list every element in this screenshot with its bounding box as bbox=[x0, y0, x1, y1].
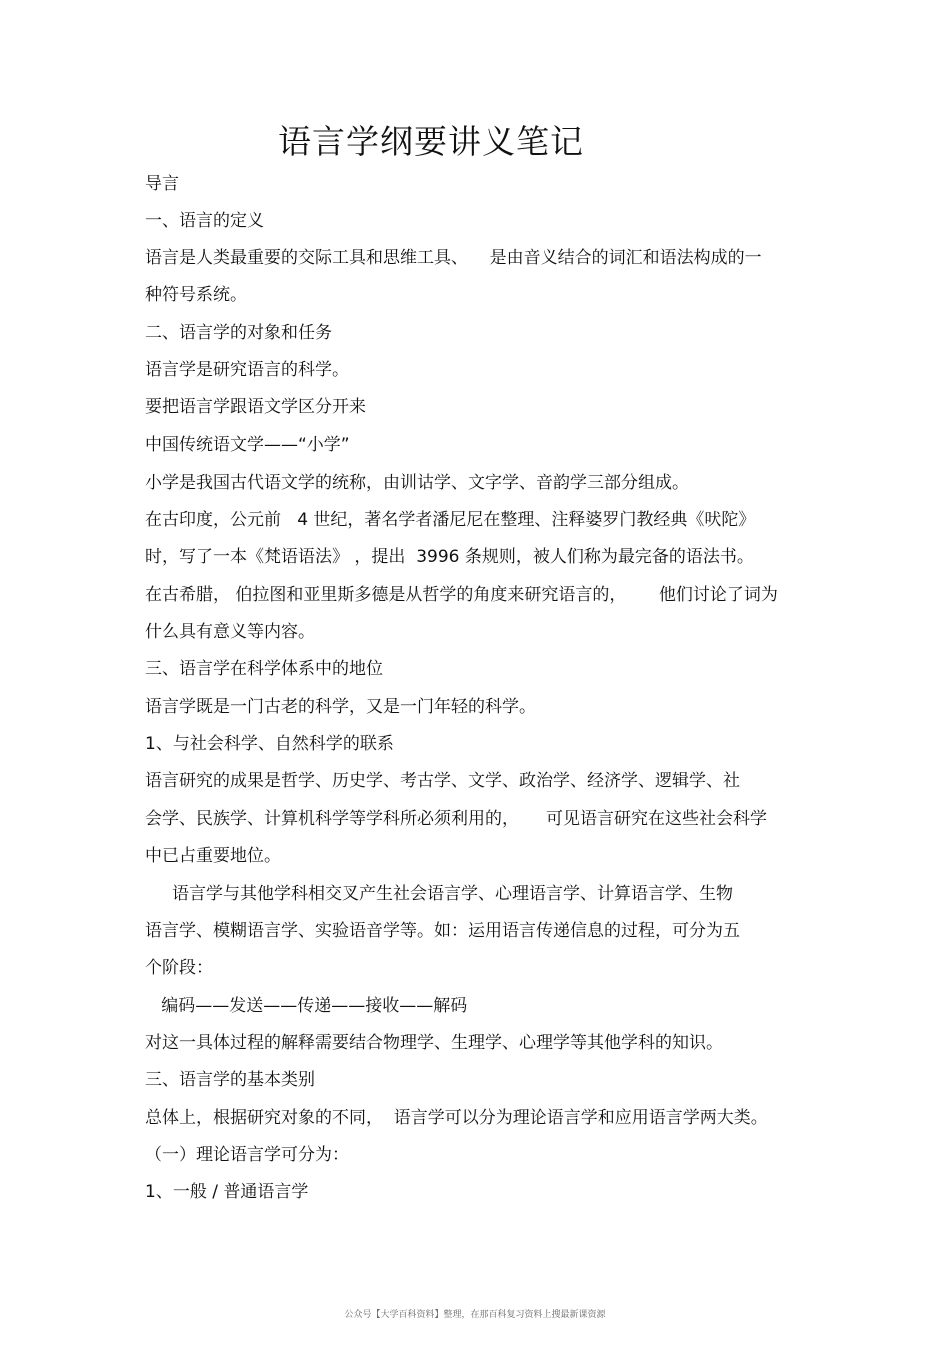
text-line: 二、语言学的对象和任务 bbox=[145, 323, 332, 343]
text-line: 语言是人类最重要的交际工具和思维工具、 是由音义结合的词汇和语法构成的一 bbox=[145, 248, 762, 268]
text-line: 三、语言学在科学体系中的地位 bbox=[145, 659, 383, 679]
text-line: 时，写了一本《梵语语法》 ，提出 3996 条规则，被人们称为最完备的语法书。 bbox=[145, 547, 754, 567]
text-line: 什么具有意义等内容。 bbox=[145, 622, 315, 642]
text-line: 总体上，根据研究对象的不同， 语言学可以分为理论语言学和应用语言学两大类。 bbox=[145, 1108, 768, 1128]
text-line: 会学、民族学、计算机科学等学科所必须利用的， 可见语言研究在这些社会科学 bbox=[145, 809, 768, 829]
text-line: 导言 bbox=[145, 174, 179, 194]
text-line: 一、语言的定义 bbox=[145, 211, 264, 231]
page-title: 语言学纲要讲义笔记 bbox=[278, 122, 584, 161]
text-line: 语言学与其他学科相交叉产生社会语言学、心理语言学、计算语言学、生物 bbox=[145, 884, 734, 904]
text-line: 语言学是研究语言的科学。 bbox=[145, 360, 349, 380]
text-line: 编码——发送——传递——接收——解码 bbox=[145, 996, 468, 1016]
text-line: 1、一般 / 普通语言学 bbox=[145, 1182, 309, 1202]
text-line: （一）理论语言学可分为： bbox=[145, 1145, 349, 1165]
text-line: 中已占重要地位。 bbox=[145, 846, 281, 866]
text-line: 个阶段： bbox=[145, 958, 213, 978]
text-line: 三、语言学的基本类别 bbox=[145, 1070, 315, 1090]
footer-watermark: 公众号【大学百科资料】整理，在那百科复习资料上搜最新课资源 bbox=[344, 1310, 606, 1320]
text-line: 小学是我国古代语文学的统称，由训诂学、文字学、音韵学三部分组成。 bbox=[145, 473, 689, 493]
text-line: 在古希腊， 伯拉图和亚里斯多德是从哲学的角度来研究语言的， 他们讨论了词为 bbox=[145, 585, 778, 605]
text-line: 语言学既是一门古老的科学，又是一门年轻的科学。 bbox=[145, 697, 536, 717]
text-line: 中国传统语文学——“小学” bbox=[145, 435, 350, 455]
text-line: 要把语言学跟语文学区分开来 bbox=[145, 397, 366, 417]
text-line: 语言研究的成果是哲学、历史学、考古学、文学、政治学、经济学、逻辑学、社 bbox=[145, 771, 740, 791]
text-line: 对这一具体过程的解释需要结合物理学、生理学、心理学等其他学科的知识。 bbox=[145, 1033, 723, 1053]
text-line: 在古印度，公元前 4 世纪，著名学者潘尼尼在整理、注释婆罗门教经典《吠陀》 bbox=[145, 510, 756, 530]
text-line: 1、与社会科学、自然科学的联系 bbox=[145, 734, 394, 754]
text-line: 语言学、模糊语言学、实验语音学等。如：运用语言传递信息的过程，可分为五 bbox=[145, 921, 740, 941]
text-line: 种符号系统。 bbox=[145, 285, 247, 305]
